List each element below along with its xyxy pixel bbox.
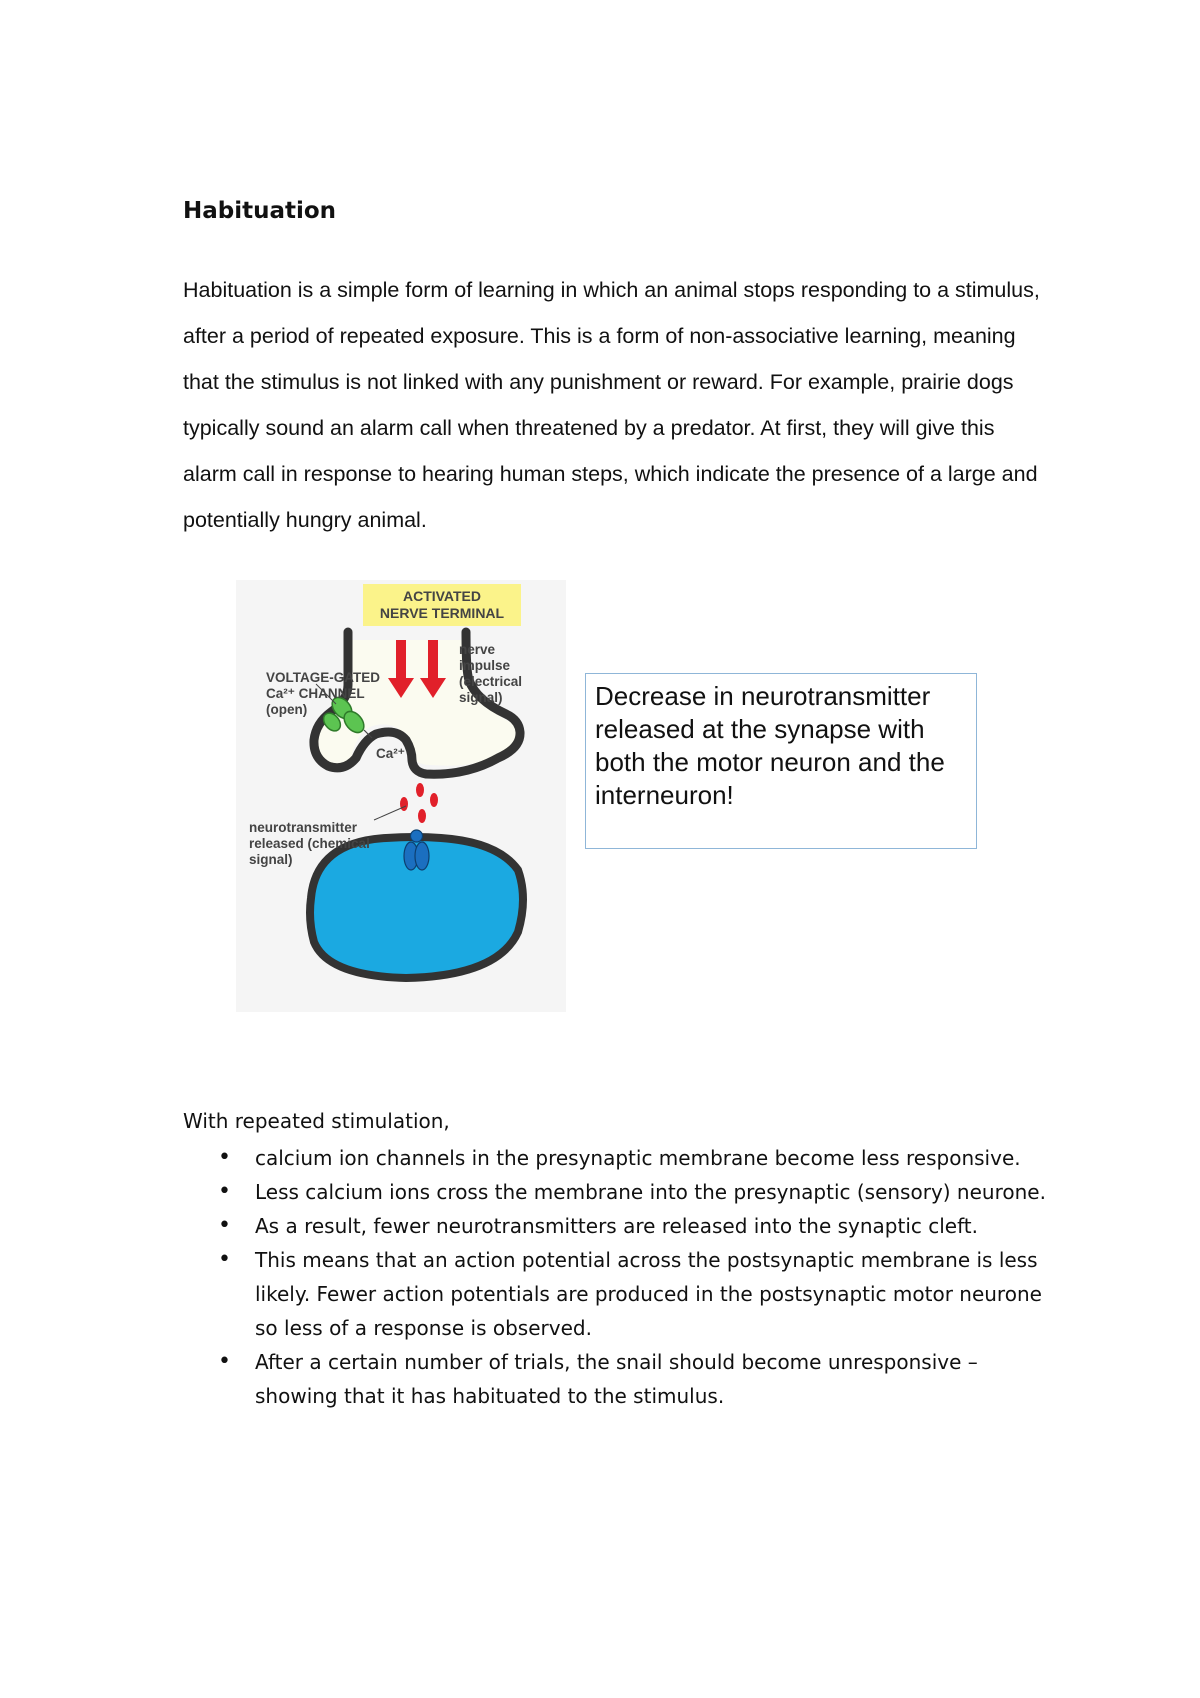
list-lead: With repeated stimulation, [183,1109,450,1133]
figure-header: ACTIVATED NERVE TERMINAL [363,584,521,626]
list-item: • As a result, fewer neurotransmitters are released into the synaptic cleft. [183,1209,1063,1243]
neurotransmitter-label: neurotransmitter released (chemical signal) [249,820,370,867]
list-item: • This means that an action potential across the postsynaptic membrane is less likely. Fewer action potentials are produced in the postsynaptic motor neurone so less of a response is observed. [183,1243,1063,1345]
list-item: • calcium ion channels in the presynaptic membrane become less responsive. [183,1141,1063,1175]
channel-label: VOLTAGE-GATED Ca²⁺ CHANNEL (open) [266,670,380,717]
calcium-label: Ca²⁺ [376,746,405,761]
synapse-diagram [236,580,566,1012]
list-item: • After a certain number of trials, the snail should become unresponsive – showing that it has habituated to the stimulus. [183,1345,1063,1413]
neurotransmitter-pointer [374,806,406,820]
list-item: • Less calcium ions cross the membrane into the presynaptic (sensory) neurone. [183,1175,1063,1209]
nerve-impulse-label: nerve impulse (electrical signal) [459,642,523,705]
bullet-list [183,1141,1063,1413]
page-title: Habituation [183,198,337,224]
neurotransmitter-drops [400,783,438,823]
intro-paragraph: Habituation is a simple form of learning in which an animal stops responding to a stimulus, after a period of repeated exposure. This is a form of non-associative learning, meaning that the stimulus is not linked with any punishment or reward. For example, prairie dogs typically sound an alarm call when threatened by a predator. At first, they will give this alarm call in response to hearing human steps, which indicate the presence of a large and potentially hungry animal. [183,278,1040,532]
callout-box: Decrease in neurotransmitter released at the synapse with both the motor neuron and the interneuron! [585,673,977,849]
